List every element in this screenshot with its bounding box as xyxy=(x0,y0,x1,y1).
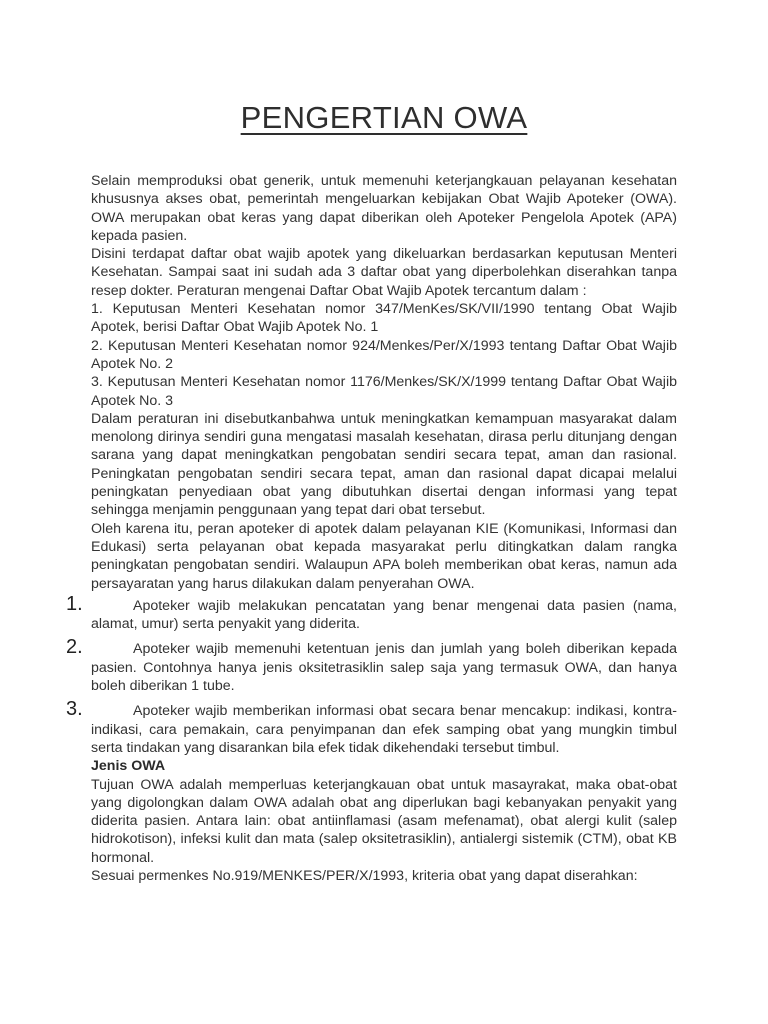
paragraph-intro: Selain memproduksi obat generik, untuk memenuhi keterjangkauan pelayanan kesehatan khususnya akses obat, pemerintah mengeluarkan kebijakan Obat Wajib Apoteker (OWA). OWA merupakan obat keras yang dapat diberikan oleh Apoteker Pengelola Apotek (APA) kepada pasien. xyxy=(91,173,677,244)
requirement-item xyxy=(66,698,677,757)
requirement-text: Apoteker wajib memberikan informasi obat secara benar mencakup: indikasi, kontra-indikasi, cara pemakain, cara penyimpanan dan efek samping obat yang mungkin timbul serta tindakan yang disarankan bila efek tidak dikehendaki tersebut timbul. xyxy=(91,703,677,756)
page-title xyxy=(0,98,768,138)
requirement-text: Apoteker wajib melakukan pencatatan yang benar mengenai data pasien (nama, alamat, umur) serta penyakit yang diderita. xyxy=(91,597,677,633)
requirement-text: Apoteker wajib memenuhi ketentuan jenis dan jumlah yang boleh diberikan kepada pasien. Contohnya hanya jenis oksitetrasiklin salep saja yang termasuk OWA, dan hanya boleh diberikan 1 tube. xyxy=(91,641,677,695)
requirement-item xyxy=(66,636,677,695)
page-title-text: PENGERTIAN OWA xyxy=(240,100,528,135)
requirement-item xyxy=(66,592,677,634)
paragraph-peraturan: Dalam peraturan ini disebutkanbahwa untuk meningkatkan kemampuan masyarakat dalam menolong dirinya sendiri guna mengatasi masalah kesehatan, dirasa perlu ditunjang dengan sarana yang dapat meningkatkan pengobatan sendiri secara tepat, aman dan rasional. Peningkatan pengobatan sendiri secara tepat, aman dan rasional dapat dicapai melalui peningkatan penyediaan obat yang dibutuhkan disertai dengan informasi yang tepat sehingga menjamin penggunaan yang tepat dari obat tersebut. xyxy=(91,410,677,519)
paragraph-keputusan-2: 2. Keputusan Menteri Kesehatan nomor 924/Menkes/Per/X/1993 tentang Daftar Obat Wajib Apotek No. 2 xyxy=(91,337,677,372)
paragraph-daftar: Disini terdapat daftar obat wajib apotek yang dikeluarkan berdasarkan keputusan Menteri Kesehatan. Sampai saat ini sudah ada 3 daftar obat yang diperbolehkan diserahkan tanpa resep dokter. Peraturan mengenai Daftar Obat Wajib Apotek tercantum dalam : xyxy=(91,246,677,299)
paragraph-tujuan: Tujuan OWA adalah memperluas keterjangkauan obat untuk masayrakat, maka obat-obat yang digolongkan dalam OWA adalah obat ang diperlukan bagi kebanyakan penyakit yang diderita pasien. Antara lain: obat antiinflamasi (asam mefenamat), obat alergi kulit (salep hidrokotison), infeksi kulit dan mata (salep oksitetrasiklin), antialergi sistemik (CTM), obat KB hormonal. xyxy=(91,776,677,866)
section-heading-jenis-owa: Jenis OWA xyxy=(91,758,166,775)
list-number: 3. xyxy=(66,698,83,721)
paragraph-keputusan-1: 1. Keputusan Menteri Kesehatan nomor 347/MenKes/SK/VII/1990 tentang Obat Wajib Apotek, berisi Daftar Obat Wajib Apotek No. 1 xyxy=(91,301,677,336)
list-number: 1. xyxy=(66,592,83,615)
document-body xyxy=(66,172,677,885)
paragraph-keputusan-3: 3. Keputusan Menteri Kesehatan nomor 1176/Menkes/SK/X/1999 tentang Daftar Obat Wajib Apotek No. 3 xyxy=(91,374,677,409)
paragraph-kriteria: Sesuai permenkes No.919/MENKES/PER/X/1993, kriteria obat yang dapat diserahkan: xyxy=(91,867,638,884)
list-number: 2. xyxy=(66,636,83,659)
paragraph-peran: Oleh karena itu, peran apoteker di apotek dalam pelayanan KIE (Komunikasi, Informasi dan Edukasi) serta pelayanan obat kepada masyarakat perlu ditingkatkan dalam rangka peningkatan pengobatan sendiri. Walaupun APA boleh memberikan obat keras, namun ada persayaratan yang harus dilakukan dalam penyerahan OWA. xyxy=(91,520,677,592)
